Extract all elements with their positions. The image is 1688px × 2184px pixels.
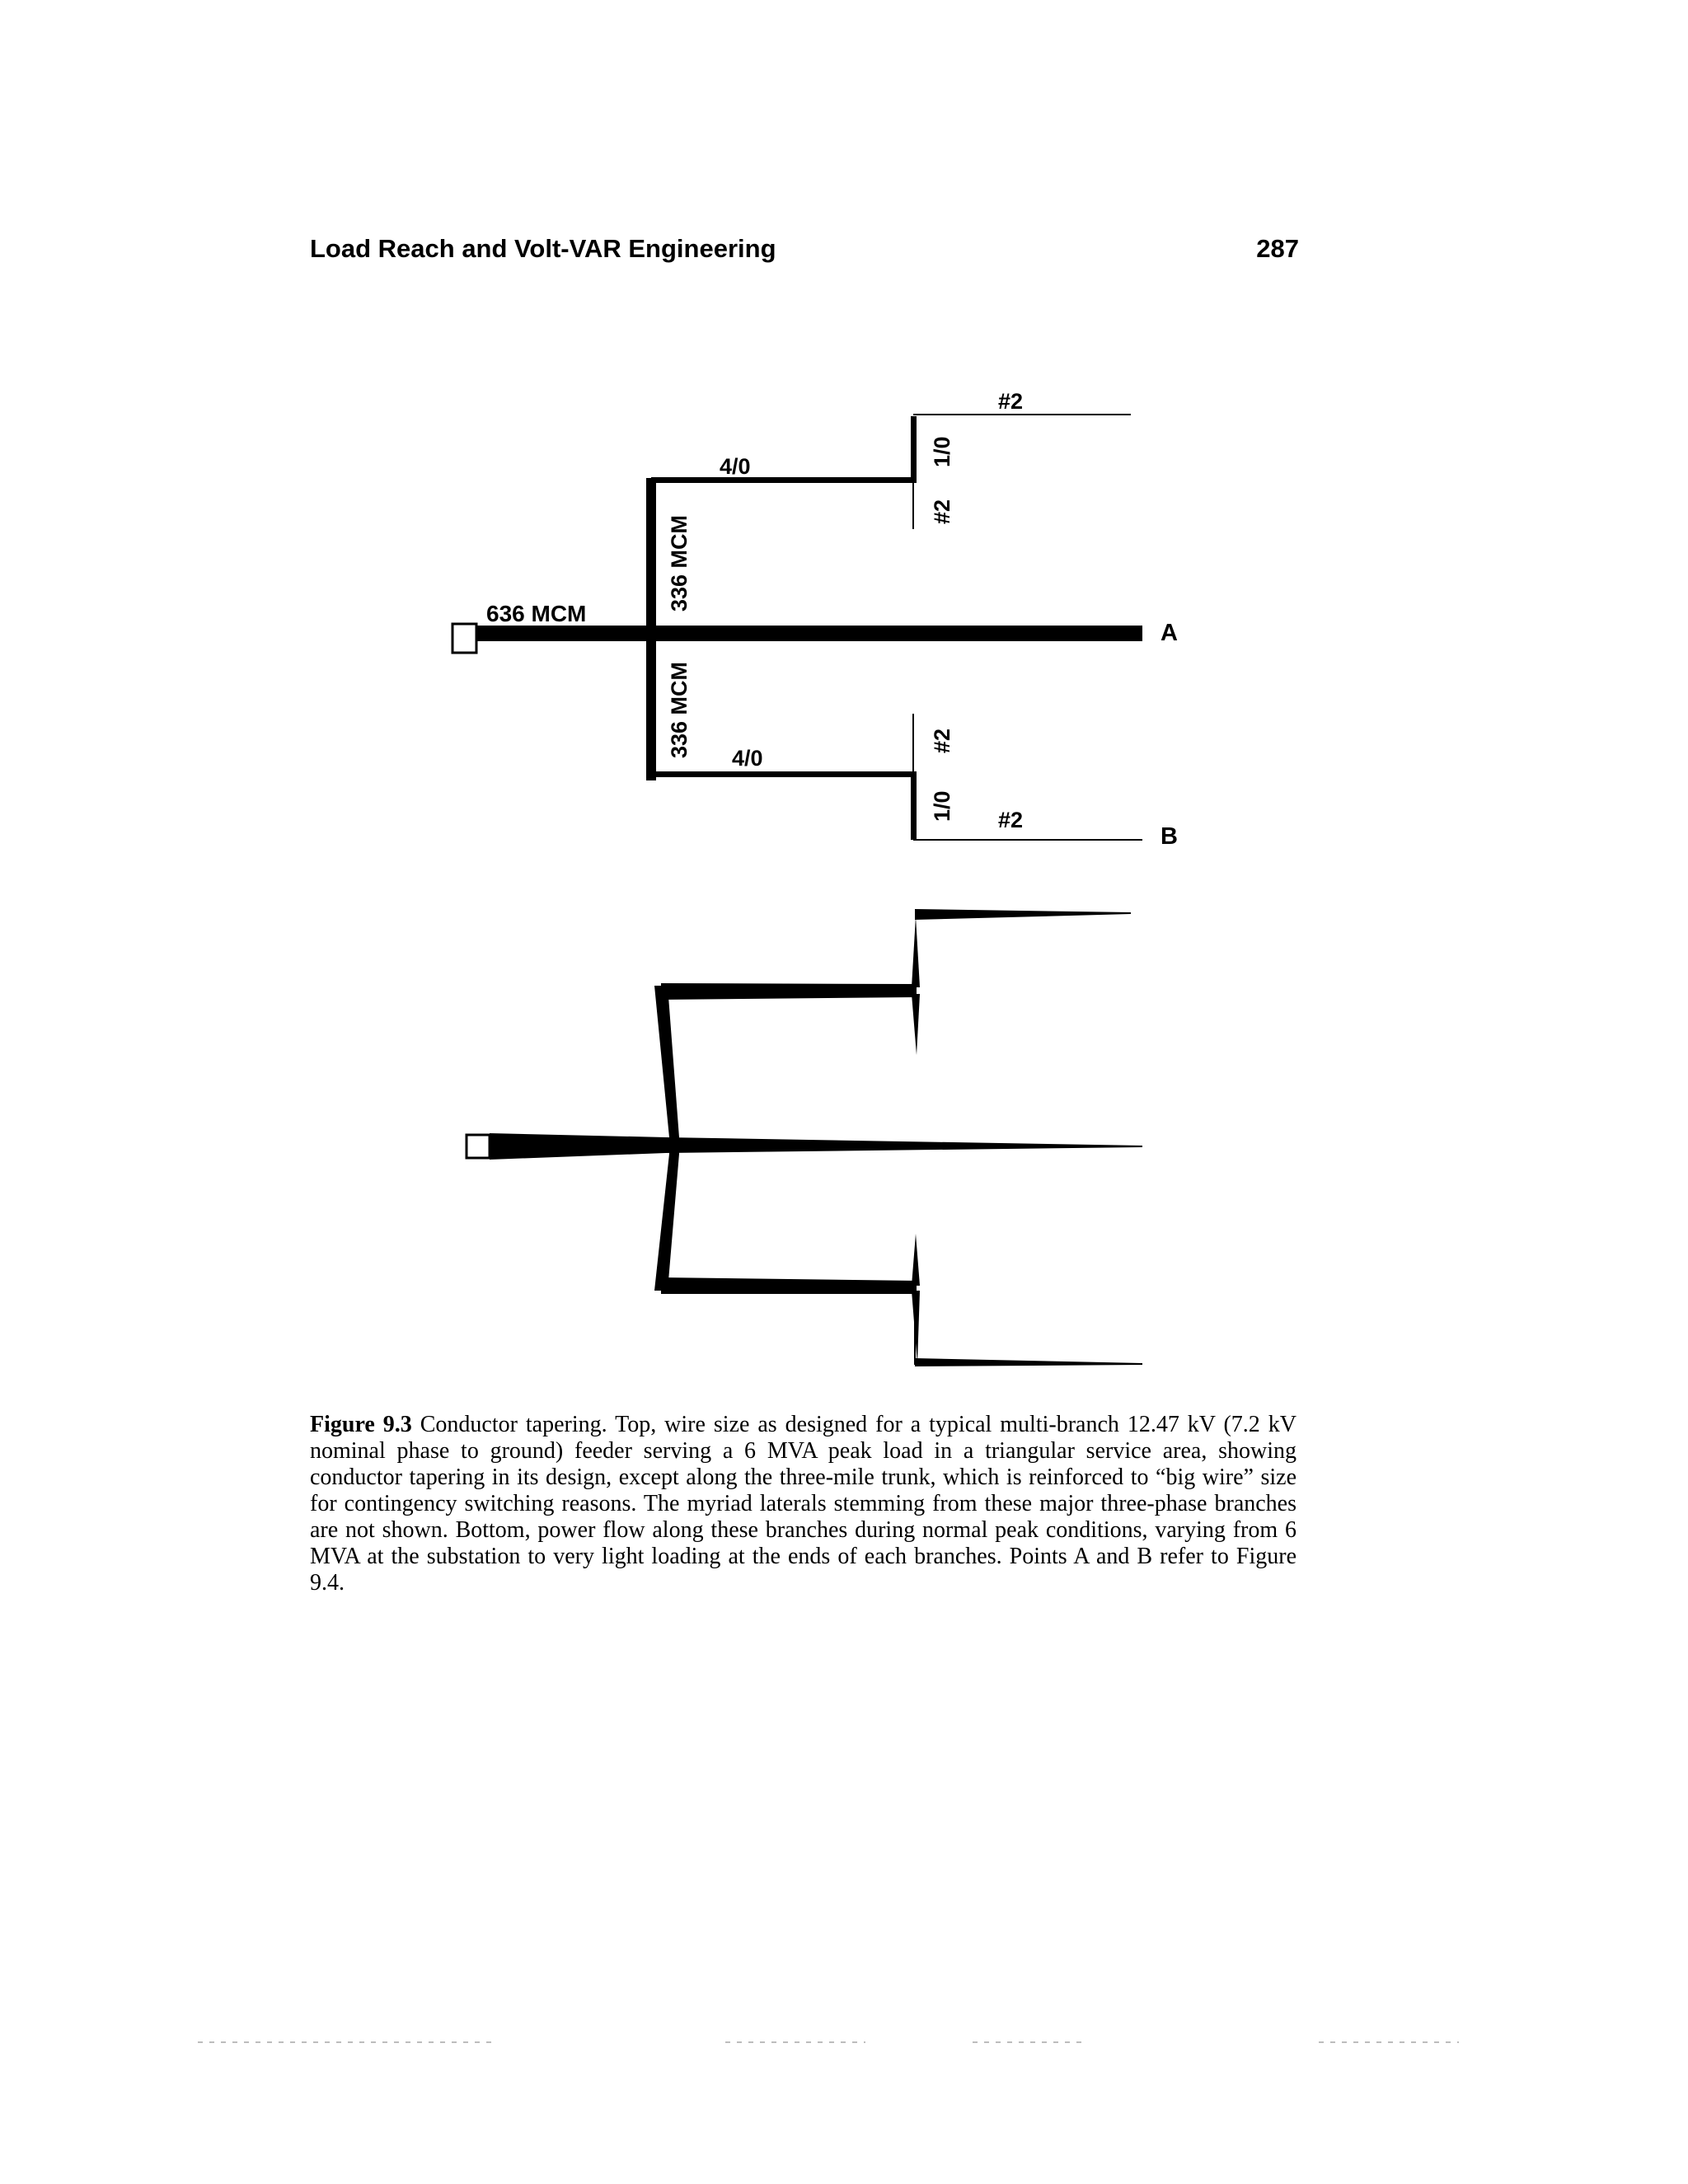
label-4-0-lower: 4/0 — [732, 746, 763, 771]
point-a-label: A — [1160, 620, 1178, 646]
label-4-0-upper: 4/0 — [720, 454, 751, 479]
label-2-lower-riser: #2 — [930, 728, 954, 753]
point-b-label: B — [1160, 823, 1178, 850]
caption-text: Conductor tapering. Top, wire size as designed for a typical multi-branch 12.47 kV (7.2 kV nominal phase to ground) feeder serving a 6 MVA peak load in a triangular service area, showing conductor tapering in its design, except along the three-mile trunk, which is reinforced to “big wire” size for contingency switching reasons. The myriad laterals stemming from these major three-phase branches are not shown. Bottom, power flow along these branches during normal peak conditions, varying from 6 MVA at the substation to very light loading at the ends of each branches. Points A and B refer to Figure 9.4. — [310, 1412, 1296, 1596]
label-2-upper-end: #2 — [998, 389, 1024, 414]
label-1-0-lower: 1/0 — [930, 790, 954, 822]
label-636-mcm: 636 MCM — [486, 601, 587, 626]
label-2-lower-end: #2 — [998, 808, 1024, 832]
label-336-mcm-upper: 336 MCM — [667, 514, 692, 612]
page-number: 287 — [1256, 234, 1299, 263]
label-1-0-upper: 1/0 — [930, 436, 954, 467]
label-336-mcm-lower: 336 MCM — [667, 661, 692, 758]
caption-label: Figure 9.3 — [310, 1412, 412, 1437]
label-2-upper-riser: #2 — [930, 499, 954, 524]
running-header-title: Load Reach and Volt-VAR Engineering — [310, 234, 776, 263]
